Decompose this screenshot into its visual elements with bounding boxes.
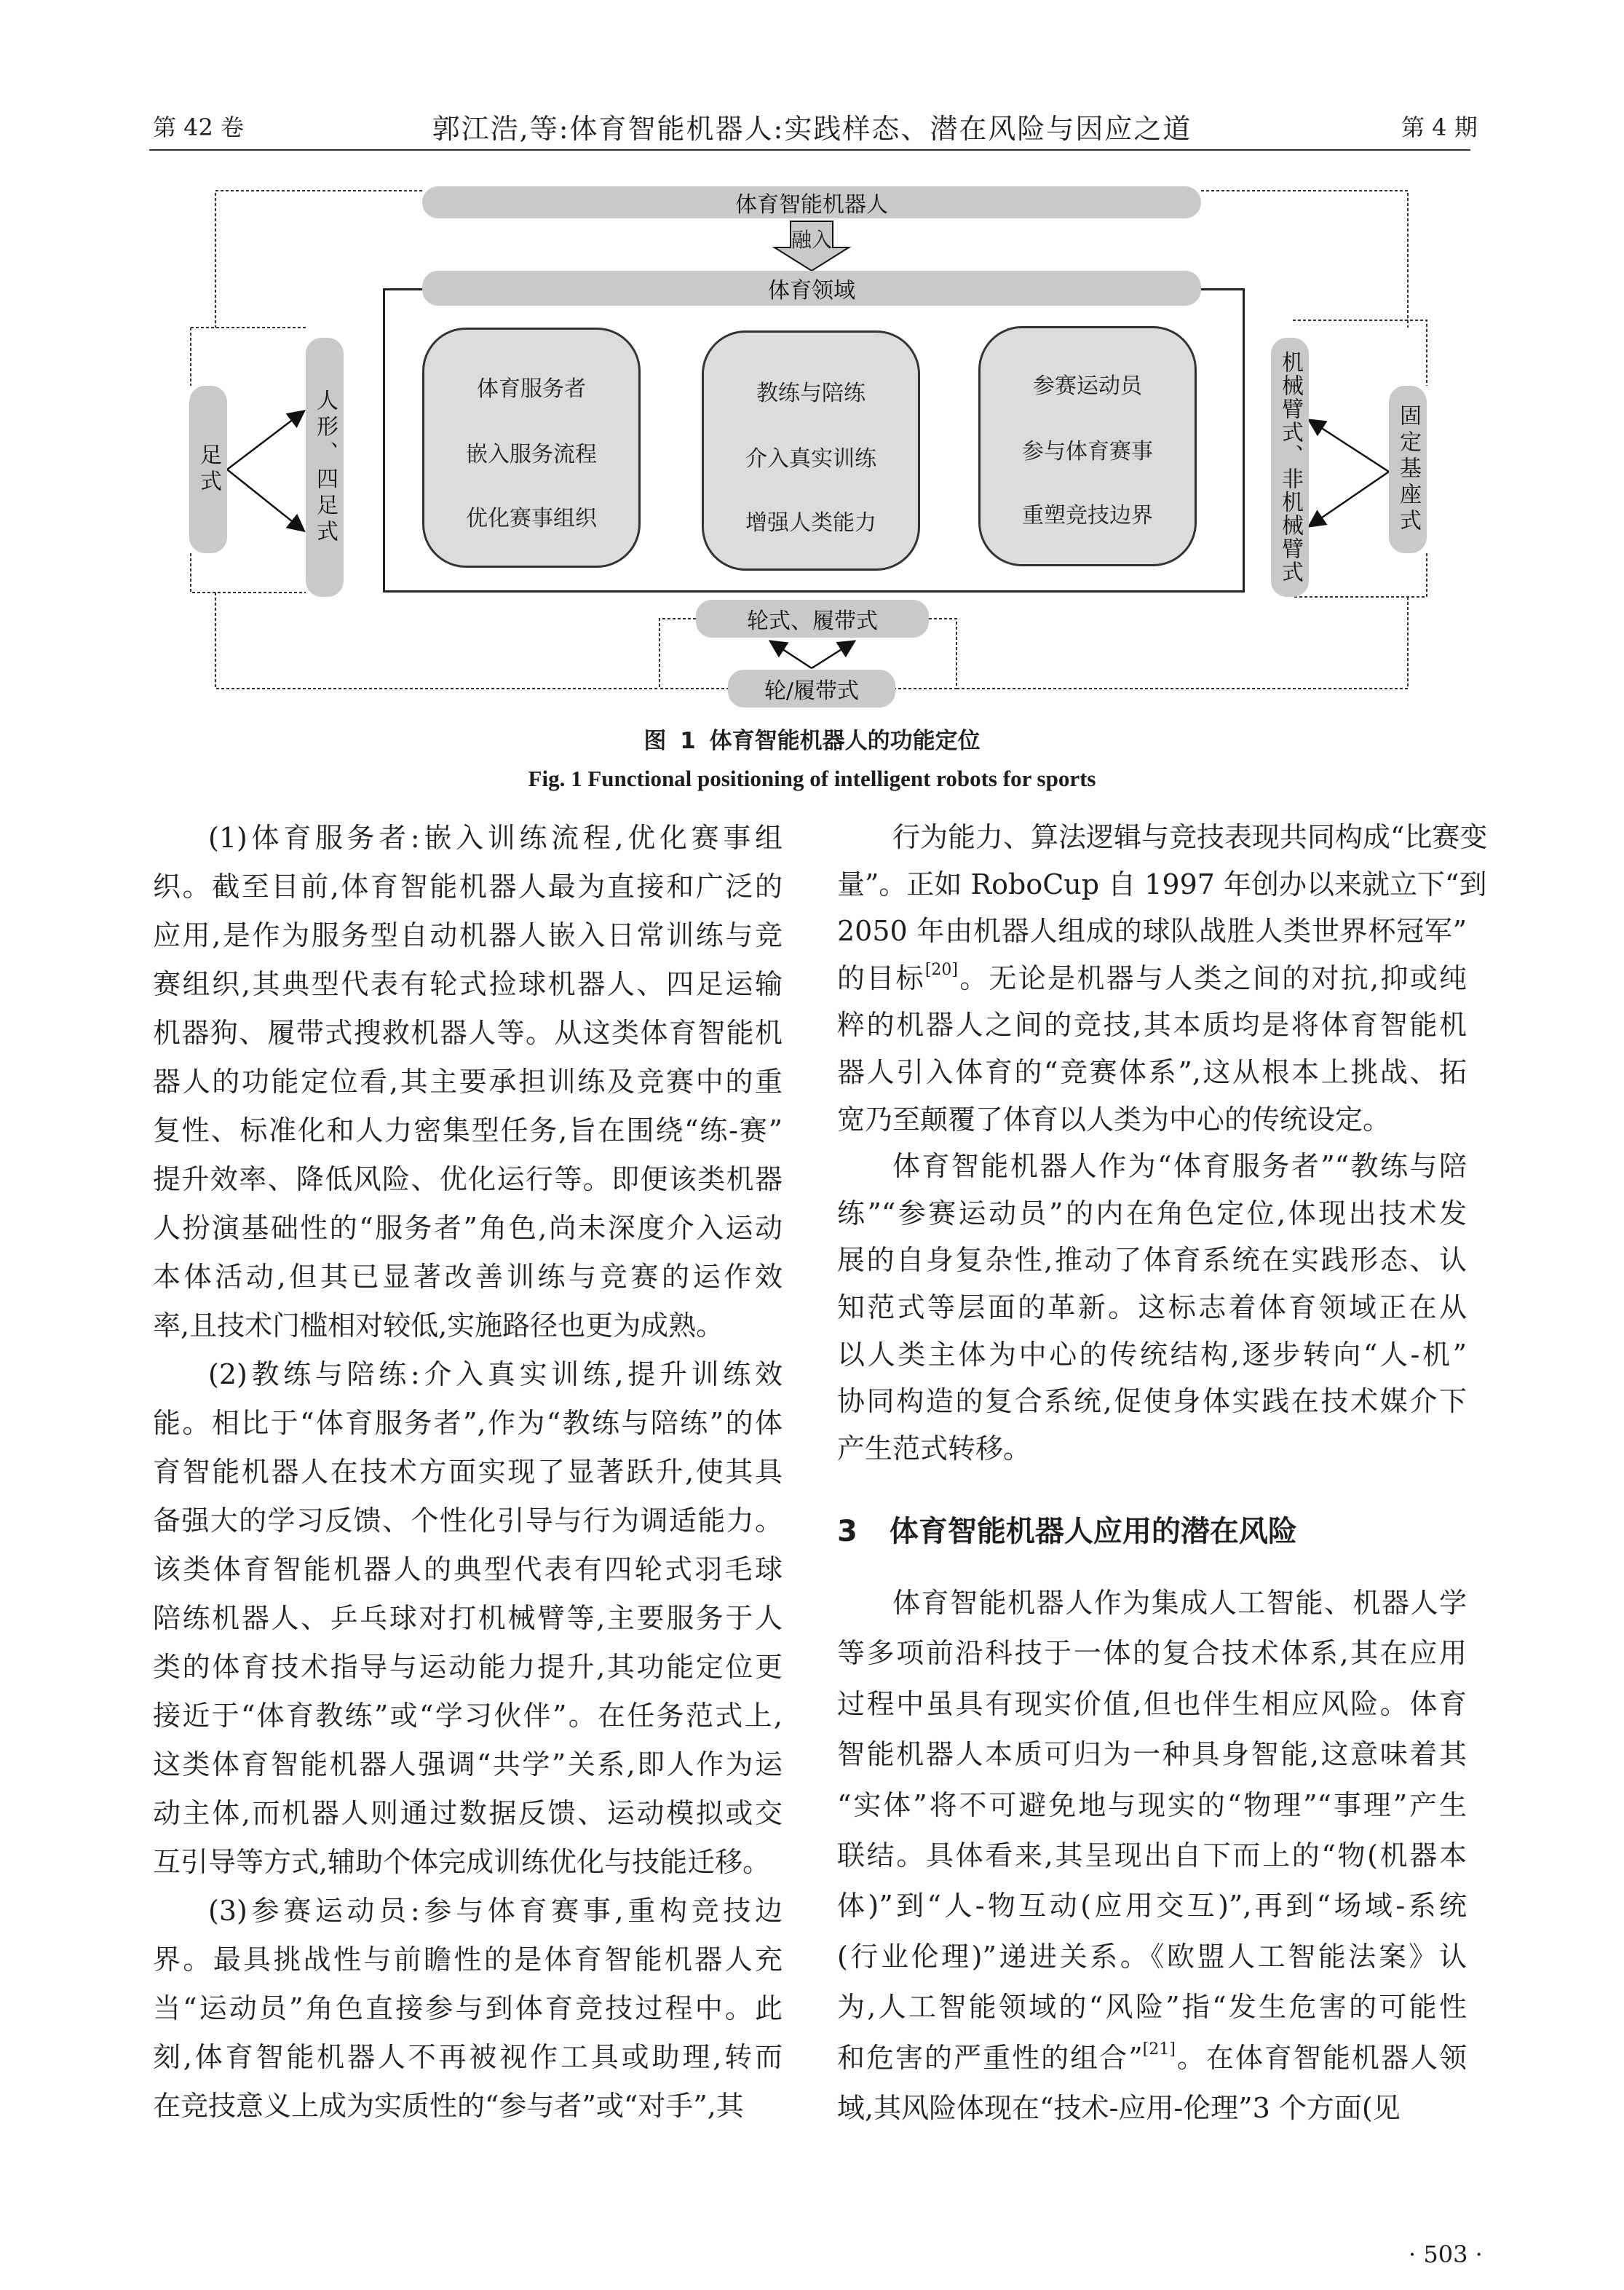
pill-fixed-base: 固定基座式 [1389, 386, 1427, 553]
text-line: 当“运动员”角色直接参与到体育竞技过程中。此 [153, 1992, 783, 2024]
text-line: 过程中虽具有现实价值,但也伴生相应风险。体育 [837, 1687, 1467, 1720]
text-line: 应用,是作为服务型自动机器人嵌入日常训练与竞 [153, 919, 783, 951]
top-bar-sports-robot: 体育智能机器人 [422, 186, 1201, 218]
running-title: 郭江浩,等:体育智能机器人:实践样态、潜在风险与因应之道 [432, 113, 1192, 145]
left-column [153, 814, 783, 2131]
paragraph [153, 814, 783, 1350]
text-line: 练”“参赛运动员”的内在角色定位,体现出技术发 [837, 1197, 1467, 1229]
role-line: 介入真实训练 [745, 446, 876, 472]
paragraph [153, 1350, 783, 1887]
text-line: 育智能机器人在技术方面实现了显著跃升,使其具 [153, 1456, 783, 1488]
journal-volume: 第 42 卷 [153, 114, 245, 141]
text-segment: 的目标 [837, 962, 925, 994]
text-line: 率,且技术门槛相对较低,实施路径也更为成熟。 [153, 1310, 724, 1342]
text-line: 产生范式转移。 [837, 1432, 1031, 1465]
text-line: 能。相比于“体育服务者”,作为“教练与陪练”的体 [153, 1407, 783, 1439]
figure-1-diagram [0, 0, 1624, 728]
text-line: 赛组织,其典型代表有轮式捡球机器人、四足运输 [153, 968, 783, 1000]
role-title: 教练与陪练 [756, 381, 866, 406]
pill-wheeled-tracked: 轮式、履带式 [696, 600, 929, 638]
text-line: 以人类主体为中心的传统结构,逐步转向“人-机” [837, 1338, 1467, 1371]
text-line: 行为能力、算法逻辑与竞技表现共同构成“比赛变 [892, 821, 1488, 853]
text-line: 人扮演基础性的“服务者”角色,尚未深度介入运动 [153, 1212, 783, 1244]
text-line: 联结。具体看来,其呈现出自下而上的“物(机器本 [837, 1839, 1467, 1871]
text-line: 备强大的学习反馈、个性化引导与行为调适能力。 [153, 1505, 783, 1537]
text-line: 2050 年由机器人组成的球队战胜人类世界杯冠军” [837, 915, 1467, 948]
paragraph [153, 1887, 783, 2131]
text-line: 类的体育技术指导与运动能力提升,其功能定位更 [153, 1651, 783, 1683]
arrow-left-up [227, 412, 303, 470]
text-line: 织。截至目前,体育智能机器人最为直接和广泛的 [153, 871, 783, 903]
text-line: 复性、标准化和人力密集型任务,旨在围绕“练-赛” [153, 1114, 783, 1146]
journal-issue: 第 4 期 [1401, 114, 1478, 141]
text-line: 体育智能机器人作为“体育服务者”“教练与陪 [892, 1150, 1467, 1183]
right-column-bottom [837, 1578, 1467, 2133]
text-line: 宽乃至颠覆了体育以人类为中心的传统设定。 [837, 1103, 1391, 1136]
pill-arm-nonarm: 机械臂式、非机械臂式 [1271, 338, 1309, 597]
text-line: 域,其风险体现在“技术-应用-伦理”3 个方面(见 [837, 2091, 1401, 2124]
text-line: 这类体育智能机器人强调“共学”关系,即人作为运 [153, 1748, 783, 1780]
role-line: 重塑竞技边界 [1022, 503, 1153, 528]
arrow-right-down [1310, 472, 1389, 526]
arrow-label-integrate: 融入 [791, 228, 832, 252]
text-line: 提升效率、降低风险、优化运行等。即便该类机器 [153, 1163, 783, 1195]
figure-caption-en: Fig. 1 Functional positioning of intelligent robots for sports [528, 766, 1096, 791]
arrow-right-up [1310, 421, 1389, 472]
text-line: 互引导等方式,辅助个体完成训练优化与技能迁移。 [153, 1846, 771, 1878]
section-title: 体育智能机器人应用的潜在风险 [889, 1515, 1297, 1548]
text-line: (行业伦理)”递进关系。《欧盟人工智能法案》认 [837, 1940, 1467, 1973]
text-line: 器人引入体育的“竞赛体系”,这从根本上挑战、拓 [837, 1055, 1467, 1088]
text-line: 知范式等层面的革新。这标志着体育领域正在从 [837, 1291, 1467, 1323]
role-box-coach [702, 330, 920, 571]
role-line: 增强人类能力 [745, 510, 876, 536]
text-line: “实体”将不可避免地与现实的“物理”“事理”产生 [837, 1788, 1467, 1821]
text-line: 接近于“体育教练”或“学习伙伴”。在任务范式上, [153, 1700, 783, 1732]
text-line: 动主体,而机器人则通过数据反馈、运动模拟或交 [153, 1797, 783, 1829]
role-title: 参赛运动员 [1033, 373, 1142, 399]
text-line: (3)参赛运动员:参与体育赛事,重构竞技边 [208, 1895, 783, 1927]
right-column-top [837, 814, 1488, 1472]
text-line: 本体活动,但其已显著改善训练与竞赛的运作效 [153, 1261, 783, 1293]
citation-superscript: [20] [924, 960, 958, 979]
text-line: (2)教练与陪练:介入真实训练,提升训练效 [208, 1358, 783, 1390]
text-line: 陪练机器人、乒乓球对打机械臂等,主要服务于人 [153, 1602, 783, 1634]
text-line: 协同构造的复合系统,促使身体实践在技术媒介下 [837, 1385, 1467, 1418]
text-segment: 和危害的严重性的组合” [837, 2041, 1143, 2074]
role-box-service [422, 328, 641, 568]
text-line: 该类体育智能机器人的典型代表有四轮式羽毛球 [153, 1553, 783, 1585]
paragraph [837, 814, 1488, 1143]
role-line: 优化赛事组织 [466, 506, 597, 531]
role-line: 嵌入服务流程 [466, 442, 597, 467]
text-line: 展的自身复杂性,推动了体育系统在实践形态、认 [837, 1244, 1467, 1277]
pill-legged: 足式 [189, 386, 227, 553]
text-line: 在竞技意义上成为实质性的“参与者”或“对手”,其 [153, 2090, 744, 2122]
text-line: (1)体育服务者:嵌入训练流程,优化赛事组 [208, 822, 783, 854]
page-number: · 503 · [1409, 2241, 1483, 2268]
paragraph [837, 1143, 1467, 1472]
pill-wheel-track: 轮/履带式 [728, 670, 895, 708]
paragraph [837, 1578, 1467, 2133]
pill-humanoid-quadruped: 人形、四足式 [306, 338, 344, 597]
text-line [837, 2033, 1467, 2083]
text-line: 智能机器人本质可归为一种具身智能,这意味着其 [837, 1738, 1467, 1771]
text-line [837, 955, 1467, 1002]
domain-bar: 体育领域 [422, 271, 1201, 306]
text-line: 体)”到“人-物互动(应用交互)”,再到“场域-系统 [837, 1890, 1467, 1922]
arrow-left-down [227, 470, 303, 530]
figure-caption-cn: 图 1 体育智能机器人的功能定位 [643, 728, 981, 754]
role-line: 参与体育赛事 [1022, 439, 1153, 464]
text-segment: 。无论是机器与人类之间的对抗,抑或纯 [958, 962, 1467, 994]
text-line: 体育智能机器人作为集成人工智能、机器人学 [892, 1587, 1467, 1619]
text-segment: 。在体育智能机器人领 [1175, 2041, 1467, 2074]
text-line: 界。最具挑战性与前瞻性的是体育智能机器人充 [153, 1944, 783, 1976]
text-line: 刻,体育智能机器人不再被视作工具或助理,转而 [153, 2041, 783, 2073]
text-line: 等多项前沿科技于一体的复合技术体系,其在应用 [837, 1637, 1467, 1670]
citation-superscript: [21] [1142, 2040, 1176, 2059]
role-box-athlete [978, 326, 1197, 566]
section-number: 3 [837, 1515, 857, 1548]
text-line: 器人的功能定位看,其主要承担训练及竞赛中的重 [153, 1066, 783, 1098]
text-line: 为,人工智能领域的“风险”指“发生危害的可能性 [837, 1991, 1467, 2024]
role-title: 体育服务者 [477, 376, 586, 402]
text-line: 机器狗、履带式搜救机器人等。从这类体育智能机 [153, 1017, 783, 1049]
text-line: 量”。正如 RoboCup 自 1997 年创办以来就立下“到 [837, 868, 1487, 900]
arrow-bottom-left [772, 642, 812, 668]
arrow-bottom-right [812, 642, 853, 668]
section-heading [837, 1508, 1297, 1550]
text-line: 粹的机器人之间的竞技,其本质均是将体育智能机 [837, 1009, 1467, 1042]
